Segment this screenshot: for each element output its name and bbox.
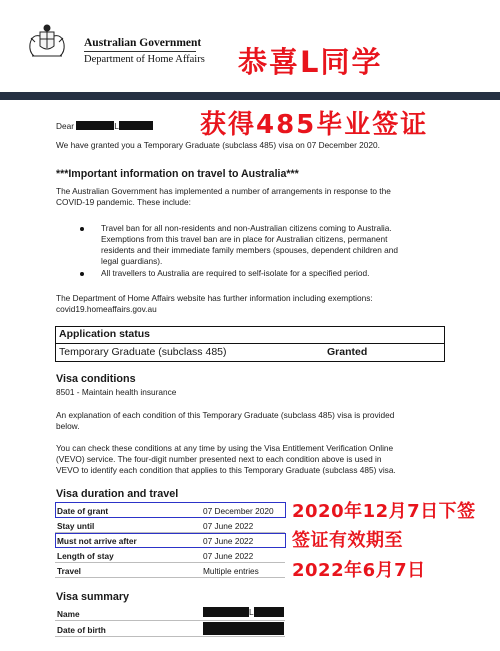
row-label-must-not-arrive: Must not arrive after	[57, 536, 137, 546]
status-box-divider	[55, 343, 445, 344]
government-title: Australian Government	[84, 37, 202, 49]
congrats-overlay: 恭喜L同学	[238, 45, 383, 79]
coat-of-arms-icon	[26, 22, 68, 62]
header-bar	[0, 92, 500, 100]
row-value-length-of-stay: 07 June 2022	[203, 551, 254, 561]
conditions-explain-1: An explanation of each condition of this Temporary Graduate (subclass 485) visa is provided	[56, 410, 395, 420]
redacted-date-of-birth	[203, 622, 284, 635]
salutation: Dear L	[56, 121, 153, 132]
summary-name-value: L	[203, 607, 284, 618]
website-line: The Department of Home Affairs website has further information including exemptions:	[56, 293, 373, 303]
redacted-name	[203, 607, 249, 617]
visa-condition-item: 8501 - Maintain health insurance	[56, 387, 177, 397]
issued-date-overlay: 2020年12月7日下签	[292, 501, 476, 522]
bullet-2: All travellers to Australia are required to self-isolate for a specified period.	[101, 268, 370, 278]
row-label-length-of-stay: Length of stay	[57, 551, 114, 561]
valid-until-label-overlay: 签证有效期至	[292, 530, 403, 551]
vevo-line-2: (VEVO) service. The four-digit number presented next to each condition above is used in	[56, 454, 382, 464]
row-divider	[55, 620, 285, 621]
summary-dob-label: Date of birth	[57, 625, 106, 635]
row-value-date-of-grant: 07 December 2020	[203, 506, 274, 516]
bullet-1-line-4: legal guardians).	[101, 256, 163, 266]
application-status-heading: Application status	[59, 328, 151, 340]
valid-until-date-overlay: 2022年6月7日	[292, 560, 426, 581]
granted-line: We have granted you a Temporary Graduate (subclass 485) visa on 07 December 2020.	[56, 140, 380, 150]
vevo-line-1: You can check these conditions at any time by using the Visa Entitlement Verification Online	[56, 443, 394, 453]
visa-obtained-overlay: 获得485毕业签证	[200, 110, 429, 140]
application-status-value: Granted	[327, 346, 368, 358]
bullet-icon	[80, 272, 84, 276]
visa-duration-heading: Visa duration and travel	[56, 488, 179, 500]
row-value-must-not-arrive: 07 June 2022	[203, 536, 254, 546]
row-value-travel: Multiple entries	[203, 566, 259, 576]
bullet-1-line-3: residents and their immediate family members (spouses, dependent children and	[101, 245, 398, 255]
row-value-stay-until: 07 June 2022	[203, 521, 254, 531]
row-divider	[55, 577, 285, 578]
summary-name-label: Name	[57, 609, 80, 619]
row-label-stay-until: Stay until	[57, 521, 95, 531]
vevo-line-3: VEVO to identify each condition that applies to this Temporary Graduate (subclass 485) visa.	[56, 465, 396, 475]
redacted-surname	[254, 607, 284, 617]
row-divider	[55, 636, 285, 637]
bullet-1-line-1: Travel ban for all non-residents and non-Australian citizens coming to Australia.	[101, 223, 392, 233]
redacted-surname	[119, 121, 153, 130]
application-visa-type: Temporary Graduate (subclass 485)	[59, 346, 227, 358]
conditions-explain-2: below.	[56, 421, 80, 431]
row-label-travel: Travel	[57, 566, 81, 576]
intro-line-1: The Australian Government has implemented a number of arrangements in response to the	[56, 186, 391, 196]
redacted-name	[76, 121, 114, 130]
visa-summary-heading: Visa summary	[56, 591, 130, 603]
website-url[interactable]: covid19.homeaffairs.gov.au	[56, 304, 157, 314]
bullet-1-line-2: Exemptions from this travel ban are in place for Australian citizens, permanent	[101, 234, 388, 244]
important-heading: ***Important information on travel to Australia***	[56, 168, 299, 180]
row-divider	[55, 562, 285, 563]
header-divider	[84, 51, 196, 52]
department-name: Department of Home Affairs	[84, 54, 205, 65]
bullet-icon	[80, 227, 84, 231]
intro-line-2: COVID-19 pandemic. These include:	[56, 197, 191, 207]
visa-conditions-heading: Visa conditions	[56, 373, 136, 385]
row-label-date-of-grant: Date of grant	[57, 506, 109, 516]
